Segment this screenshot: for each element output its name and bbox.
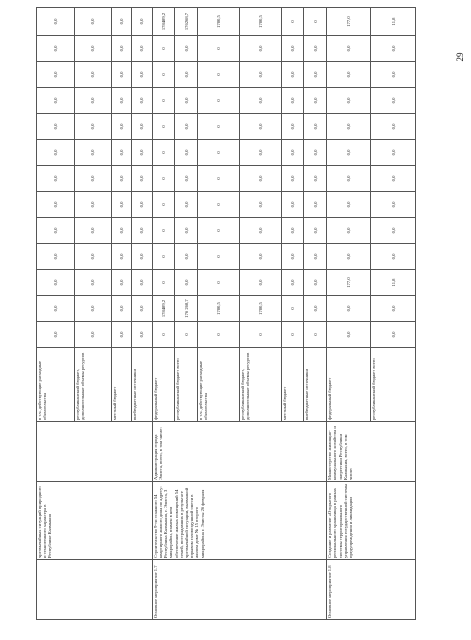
value-cell: 0,0 (132, 140, 152, 166)
value-cell: 0,0 (112, 166, 132, 192)
value-cell: 0 (198, 114, 240, 140)
value-cell: 0,0 (327, 36, 371, 62)
value-cell: 0,0 (239, 192, 281, 218)
value-cell: 0,0 (175, 166, 198, 192)
value-cell: 0,0 (371, 296, 416, 322)
value-cell: 0,0 (175, 114, 198, 140)
value-cell: 0,0 (175, 36, 198, 62)
value-cell: 0,0 (371, 140, 416, 166)
value-cell: 0,0 (74, 322, 112, 348)
value-cell: 0 (198, 88, 240, 114)
value-cell: 0,0 (239, 62, 281, 88)
value-cell: 0,0 (304, 270, 327, 296)
value-cell: 0,0 (371, 192, 416, 218)
table-row (37, 8, 75, 620)
funding-source-label: внебюджетные источники (304, 348, 327, 422)
value-cell: 0,0 (239, 114, 281, 140)
value-cell: 0,0 (281, 140, 304, 166)
value-cell: 0,0 (239, 166, 281, 192)
value-cell: 0,0 (37, 166, 75, 192)
section-measure-1-8-title: Создание и развитие «Открытого регионального хранилища в рамках системы территориального управления государственной системы предупреждения и ликвидации (327, 482, 416, 560)
value-cell: 0 (198, 322, 240, 348)
value-cell: 0,0 (74, 218, 112, 244)
total-cell: 0,0 (132, 8, 152, 36)
value-cell: 0 (281, 296, 304, 322)
value-cell: 0 (152, 140, 175, 166)
value-cell: 0,0 (327, 218, 371, 244)
value-cell: 0,0 (327, 114, 371, 140)
funding-source-label: республиканский бюджет всего (371, 348, 416, 422)
table-row (152, 8, 175, 620)
value-cell: 0,0 (37, 88, 75, 114)
value-cell: 0,0 (132, 192, 152, 218)
value-cell: 0,0 (37, 296, 75, 322)
value-cell: 0,0 (281, 270, 304, 296)
value-cell: 0,0 (37, 62, 75, 88)
value-cell: 0,0 (112, 36, 132, 62)
section-measure-1-8-code: Основное мероприятие 1.8 (327, 560, 416, 620)
value-cell: 0,0 (327, 88, 371, 114)
value-cell: 0,0 (132, 62, 152, 88)
total-cell: 0 (281, 8, 304, 36)
value-cell: 0 (198, 62, 240, 88)
value-cell: 0,0 (132, 322, 152, 348)
value-cell: 0,0 (304, 36, 327, 62)
value-cell: 0,0 (371, 218, 416, 244)
value-cell: 0 (152, 114, 175, 140)
funding-source-label: в т.ч. действующие расходные обязательства (198, 348, 240, 422)
value-cell: 0,0 (304, 140, 327, 166)
value-cell: 0,0 (327, 62, 371, 88)
value-cell: 0,0 (371, 114, 416, 140)
value-cell: 0,0 (112, 192, 132, 218)
section-measure-1-8-executor: Министерство жилищно-коммунального хозяйства и энергетики Республики Калмыкия, всего, в том числе: (327, 422, 416, 482)
total-cell: 1780,5 (198, 8, 240, 36)
value-cell: 0,0 (132, 296, 152, 322)
value-cell: 0,0 (112, 62, 132, 88)
value-cell: 0,0 (175, 270, 198, 296)
funding-source-label: в т.ч. действующие расходные обязательства (37, 348, 75, 422)
total-cell: 177,0 (327, 8, 371, 36)
section-measure-1-7-code: Основное мероприятие 1.7 (152, 560, 326, 620)
value-cell: 0 (198, 218, 240, 244)
section-emergency-remainder-title: чрезвычайных ситуаций природного и техногенного характера в Республике Калмыкия (37, 482, 153, 560)
total-cell: 0,0 (74, 8, 112, 36)
value-cell: 0,0 (112, 88, 132, 114)
value-cell: 0 (198, 270, 240, 296)
value-cell: 0,0 (175, 244, 198, 270)
value-cell: 0,0 (304, 296, 327, 322)
value-cell: 0,0 (74, 62, 112, 88)
value-cell: 0,0 (74, 192, 112, 218)
value-cell: 0,0 (112, 270, 132, 296)
value-cell: 0,0 (175, 88, 198, 114)
funding-source-label: республиканский бюджет всего (175, 348, 198, 422)
value-cell: 1780,5 (239, 296, 281, 322)
value-cell: 0,0 (132, 244, 152, 270)
value-cell: 0,0 (304, 114, 327, 140)
value-cell: 0,0 (371, 166, 416, 192)
value-cell: 0,0 (112, 114, 132, 140)
value-cell: 0,0 (37, 36, 75, 62)
value-cell: 0,0 (304, 62, 327, 88)
value-cell: 177,0 (327, 270, 371, 296)
value-cell: 0,0 (327, 166, 371, 192)
funding-source-label: федеральный бюджет (327, 348, 371, 422)
value-cell: 0,0 (239, 270, 281, 296)
value-cell: 0,0 (239, 88, 281, 114)
value-cell: 0,0 (37, 114, 75, 140)
value-cell: 0,0 (371, 62, 416, 88)
value-cell: 0,0 (175, 140, 198, 166)
section-measure-1-7-title: Строительство 9-ти этажного 54 квартирного жилого дома по адресу: Республика Калмыкия, г. Элиста, 3 микрорайон, взамен в нем обеспечение жилых помещений 54 семей, пострадавших в результате чрезвычайной ситуации, вызванной взрывом газовоздушной смеси в жилом доме № 15 второго микрорайона г. Элисты 26 февраля (152, 482, 326, 560)
funding-source-label: республиканский бюджет, дополнительные объемы ресурсов (74, 348, 112, 422)
value-cell: 0,0 (112, 244, 132, 270)
value-cell: 0 (198, 166, 240, 192)
value-cell: 0 (152, 36, 175, 62)
page-number: 29 (455, 52, 465, 62)
value-cell: 0,0 (37, 218, 75, 244)
value-cell: 0 (198, 36, 240, 62)
funding-source-label: местный бюджет (112, 348, 132, 422)
value-cell: 0,0 (304, 88, 327, 114)
value-cell: 1780,5 (198, 296, 240, 322)
value-cell: 0,0 (74, 244, 112, 270)
value-cell: 0,0 (37, 322, 75, 348)
value-cell: 0,0 (132, 114, 152, 140)
value-cell: 0,0 (327, 192, 371, 218)
value-cell: 0,0 (132, 88, 152, 114)
value-cell: 0,0 (281, 62, 304, 88)
value-cell: 0 (152, 270, 175, 296)
value-cell: 0,0 (132, 36, 152, 62)
value-cell: 0,0 (112, 218, 132, 244)
section-measure-1-7-executor: Администрация города Элиста, всего, в том числе: (152, 422, 326, 482)
funding-source-label: республиканский бюджет, дополнительные объемы ресурсов (239, 348, 281, 422)
value-cell: 0,0 (112, 140, 132, 166)
value-cell: 0,0 (281, 192, 304, 218)
value-cell: 0,0 (304, 192, 327, 218)
value-cell: 0,0 (175, 192, 198, 218)
value-cell: 0 (198, 192, 240, 218)
value-cell: 0 (175, 322, 198, 348)
value-cell: 0,0 (304, 244, 327, 270)
total-cell: 0 (304, 8, 327, 36)
value-cell: 0 (152, 192, 175, 218)
value-cell: 0,0 (132, 166, 152, 192)
value-cell: 0,0 (281, 114, 304, 140)
value-cell: 0 (152, 218, 175, 244)
value-cell: 0,0 (327, 296, 371, 322)
total-cell: 11,8 (371, 8, 416, 36)
value-cell: 0,0 (371, 322, 416, 348)
value-cell: 0 (152, 88, 175, 114)
value-cell: 0,0 (371, 36, 416, 62)
total-cell: 178489,2 (152, 8, 175, 36)
funding-source-label: местный бюджет (281, 348, 304, 422)
budget-table (36, 7, 416, 620)
value-cell: 0,0 (37, 140, 75, 166)
value-cell: 0,0 (327, 140, 371, 166)
value-cell: 0,0 (281, 218, 304, 244)
value-cell: 0 (152, 62, 175, 88)
value-cell: 0,0 (239, 140, 281, 166)
value-cell: 0,0 (327, 322, 371, 348)
value-cell: 0,0 (74, 166, 112, 192)
value-cell: 0 (152, 322, 175, 348)
value-cell: 0,0 (304, 166, 327, 192)
document-sheet (36, 10, 465, 620)
value-cell: 0,0 (132, 218, 152, 244)
value-cell: 0,0 (74, 296, 112, 322)
value-cell: 0,0 (37, 270, 75, 296)
value-cell: 0,0 (371, 88, 416, 114)
value-cell: 0 (152, 166, 175, 192)
total-cell: 0,0 (112, 8, 132, 36)
value-cell: 0,0 (239, 244, 281, 270)
value-cell: 0,0 (281, 244, 304, 270)
section-emergency-remainder-code (37, 560, 153, 620)
value-cell: 0 (198, 244, 240, 270)
value-cell: 0,0 (74, 140, 112, 166)
value-cell: 0,0 (281, 88, 304, 114)
total-cell: 176268,7 (175, 8, 198, 36)
value-cell: 0,0 (175, 218, 198, 244)
funding-source-label: федеральный бюджет (152, 348, 175, 422)
value-cell: 0,0 (74, 88, 112, 114)
value-cell: 0 (304, 322, 327, 348)
value-cell: 11,8 (371, 270, 416, 296)
value-cell: 0,0 (74, 36, 112, 62)
value-cell: 0 (239, 322, 281, 348)
table-row (327, 8, 371, 620)
value-cell: 178489,2 (152, 296, 175, 322)
value-cell: 0,0 (281, 166, 304, 192)
value-cell: 0,0 (175, 62, 198, 88)
total-cell: 1780,5 (239, 8, 281, 36)
funding-source-label: внебюджетные источники (132, 348, 152, 422)
section-emergency-remainder-executor (37, 422, 153, 482)
value-cell: 0,0 (281, 36, 304, 62)
value-cell: 0,0 (132, 270, 152, 296)
value-cell: 0,0 (304, 218, 327, 244)
value-cell: 0 (198, 140, 240, 166)
value-cell: 0,0 (239, 218, 281, 244)
value-cell: 0 (281, 322, 304, 348)
value-cell: 0,0 (327, 244, 371, 270)
value-cell: 0,0 (74, 270, 112, 296)
value-cell: 0,0 (74, 114, 112, 140)
value-cell: 0,0 (37, 192, 75, 218)
total-cell: 0,0 (37, 8, 75, 36)
value-cell: 0,0 (112, 296, 132, 322)
value-cell: 0,0 (37, 244, 75, 270)
value-cell: 176 268,7 (175, 296, 198, 322)
value-cell: 0,0 (112, 322, 132, 348)
value-cell: 0,0 (371, 244, 416, 270)
value-cell: 0,0 (239, 36, 281, 62)
value-cell: 0 (152, 244, 175, 270)
